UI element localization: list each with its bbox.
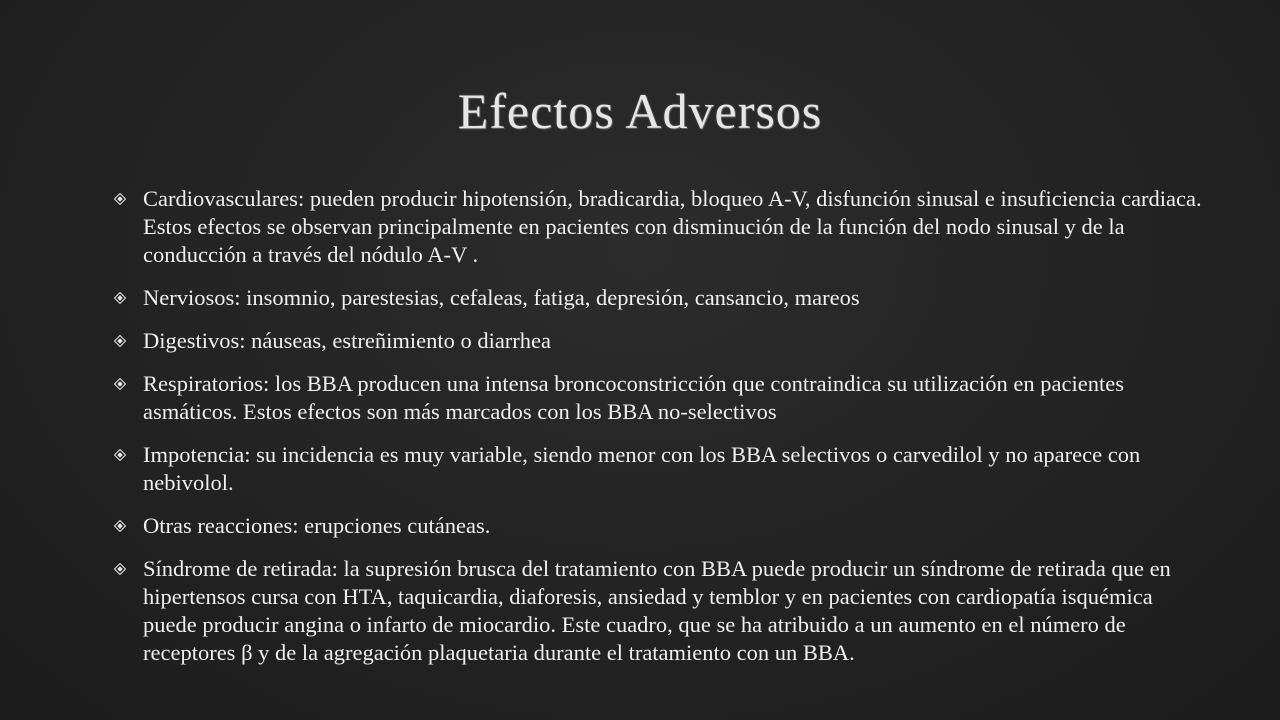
diamond-bullet-icon <box>114 335 126 347</box>
list-item-text: Impotencia: su incidencia es muy variable, siendo menor con los BBA selectivos o carvedilol y no aparece con nebivolol. <box>143 442 1141 495</box>
diamond-bullet-icon <box>114 193 126 205</box>
list-item <box>113 555 1208 667</box>
list-item <box>113 185 1208 269</box>
diamond-bullet-icon <box>114 292 126 304</box>
list-item-text: Digestivos: náuseas, estreñimiento o diarrhea <box>143 328 552 353</box>
bullet-list <box>113 185 1208 667</box>
diamond-bullet-icon <box>114 563 126 575</box>
list-item <box>113 370 1208 426</box>
list-item <box>113 441 1208 497</box>
list-item <box>113 512 1208 540</box>
list-item-text: Nerviosos: insomnio, parestesias, cefaleas, fatiga, depresión, cansancio, mareos <box>143 285 860 310</box>
list-item-text: Respiratorios: los BBA producen una intensa broncoconstricción que contraindica su utilización en pacientes asmáticos. Estos efectos son más marcados con los BBA no-selectivos <box>143 371 1124 424</box>
diamond-bullet-icon <box>114 520 126 532</box>
list-item-text: Otras reacciones: erupciones cutáneas. <box>143 513 491 538</box>
diamond-bullet-icon <box>114 449 126 461</box>
list-item <box>113 327 1208 355</box>
diamond-bullet-icon <box>114 378 126 390</box>
list-item-text: Cardiovasculares: pueden producir hipotensión, bradicardia, bloqueo A-V, disfunción sinusal e insuficiencia cardiaca. Estos efectos se observan principalmente en pacientes con disminución de la función del nodo sinusal y de la conducción a través del nódulo A-V . <box>143 186 1202 267</box>
slide-title: Efectos Adversos <box>457 83 823 139</box>
list-item <box>113 284 1208 312</box>
slide-content <box>113 185 1208 682</box>
list-item-text: Síndrome de retirada: la supresión brusca del tratamiento con BBA puede producir un síndrome de retirada que en hipertensos cursa con HTA, taquicardia, diaforesis, ansiedad y temblor y en pacientes con cardiopatía isquémica puede producir angina o infarto de miocardio. Este cuadro, que se ha atribuido a un aumento en el número de receptores β y de la agregación plaquetaria durante el tratamiento con un BBA. <box>143 556 1171 665</box>
